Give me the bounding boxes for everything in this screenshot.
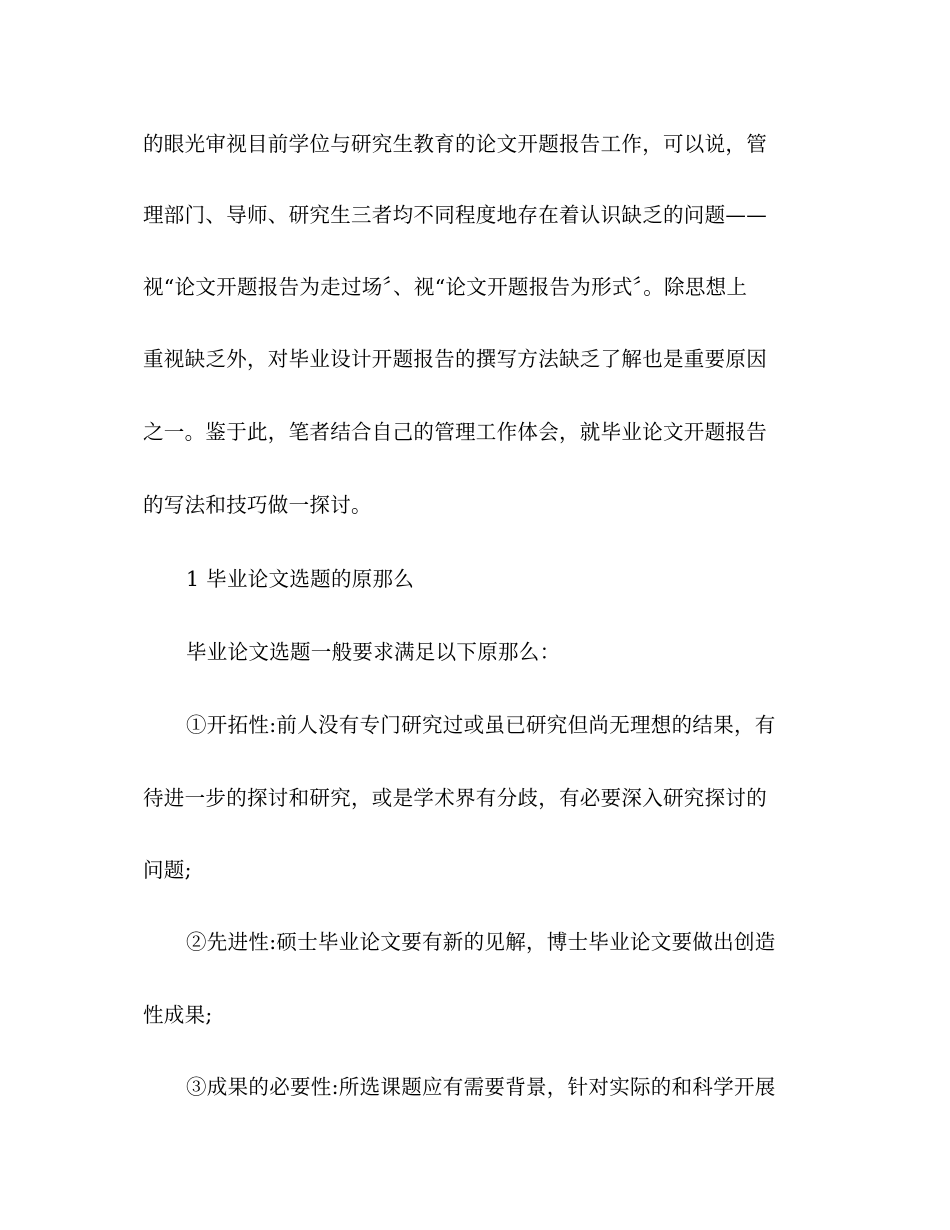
paragraph-line: 的眼光审视目前学位与研究生教育的论文开题报告工作，可以说，管: [143, 132, 767, 156]
paragraph-line: 之一。鉴于此，笔者结合自己的管理工作体会，就毕业论文开题报告: [143, 420, 767, 444]
paragraph-line: 毕业论文选题一般要求满足以下原那么：: [186, 640, 561, 664]
paragraph-line: 视“论文开题报告为走过场〞、视“论文开题报告为形式〞。除思想上: [143, 275, 748, 299]
list-item-line: ①开拓性:前人没有专门研究过或虽已研究但尚无理想的结果，有: [186, 713, 776, 737]
section-heading: 1 毕业论文选题的原那么: [186, 567, 415, 591]
list-item-line: ③成果的必要性:所选课题应有需要背景，针对实际的和科学开展: [186, 1075, 776, 1099]
paragraph-line: 理部门、导师、研究生三者均不同程度地存在着认识缺乏的问题——: [143, 203, 767, 227]
paragraph-line: 重视缺乏外，对毕业设计开题报告的撰写方法缺乏了解也是重要原因: [143, 347, 767, 371]
list-item-line: 性成果;: [143, 1003, 213, 1027]
list-item-line: 待进一步的探讨和研究，或是学术界有分歧，有必要深入研究探讨的: [143, 786, 767, 810]
paragraph-line: 的写法和技巧做一探讨。: [143, 493, 372, 517]
list-item-line: ②先进性:硕士毕业论文要有新的见解，博士毕业论文要做出创造: [186, 930, 776, 954]
list-item-line: 问题;: [143, 858, 192, 882]
